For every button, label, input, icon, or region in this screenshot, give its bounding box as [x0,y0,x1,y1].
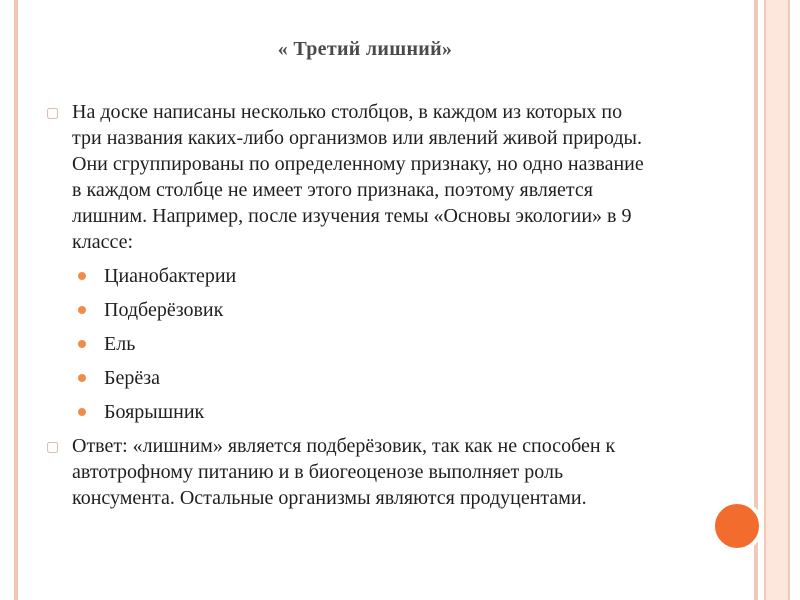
bullet-marker-icon: ▢ [46,440,60,455]
bullet-dot-icon [78,408,86,416]
bullet-dot-icon [78,374,86,382]
bullet-dot-icon [78,340,86,348]
organism-list-item [76,395,648,429]
bullet-answer-text: Ответ: «лишним» является подберёзовик, так как не способен к автотрофному питанию и в биогеоценозе выполняет роль консумента. Остальные организмы являются продуцентами. [72,435,616,509]
accent-circle-icon [711,500,763,552]
slide-title: « Третий лишний» [277,38,453,60]
organism-name: Ель [104,333,136,355]
organism-name: Берёза [104,367,161,389]
organism-name: Боярышник [104,401,205,423]
bullet-intro [48,99,648,255]
organism-name: Цианобактерии [104,265,237,287]
organism-list-item [76,361,648,395]
organism-list-item [76,327,648,361]
organism-name: Подберёзовик [104,299,224,321]
slide-content [48,99,648,515]
bullet-dot-icon [78,306,86,314]
organism-list [48,259,648,429]
organism-list-item [76,293,648,327]
bullet-intro-text: На доске написаны несколько столбцов, в каждом из которых по три названия каких-либо организмов или явлений живой природы. Они сгруппированы по определенному признаку, но одно название в каждом столбце не имеет этого признака, поэтому является лишним. Например, после изучения темы «Основы экологии» в 9 классе: [72,101,644,253]
bullet-answer [48,433,648,511]
bullet-dot-icon [78,272,86,280]
bullet-marker-icon: ▢ [46,106,60,121]
organism-list-item [76,259,648,293]
right-decorative-stripe [764,0,790,600]
